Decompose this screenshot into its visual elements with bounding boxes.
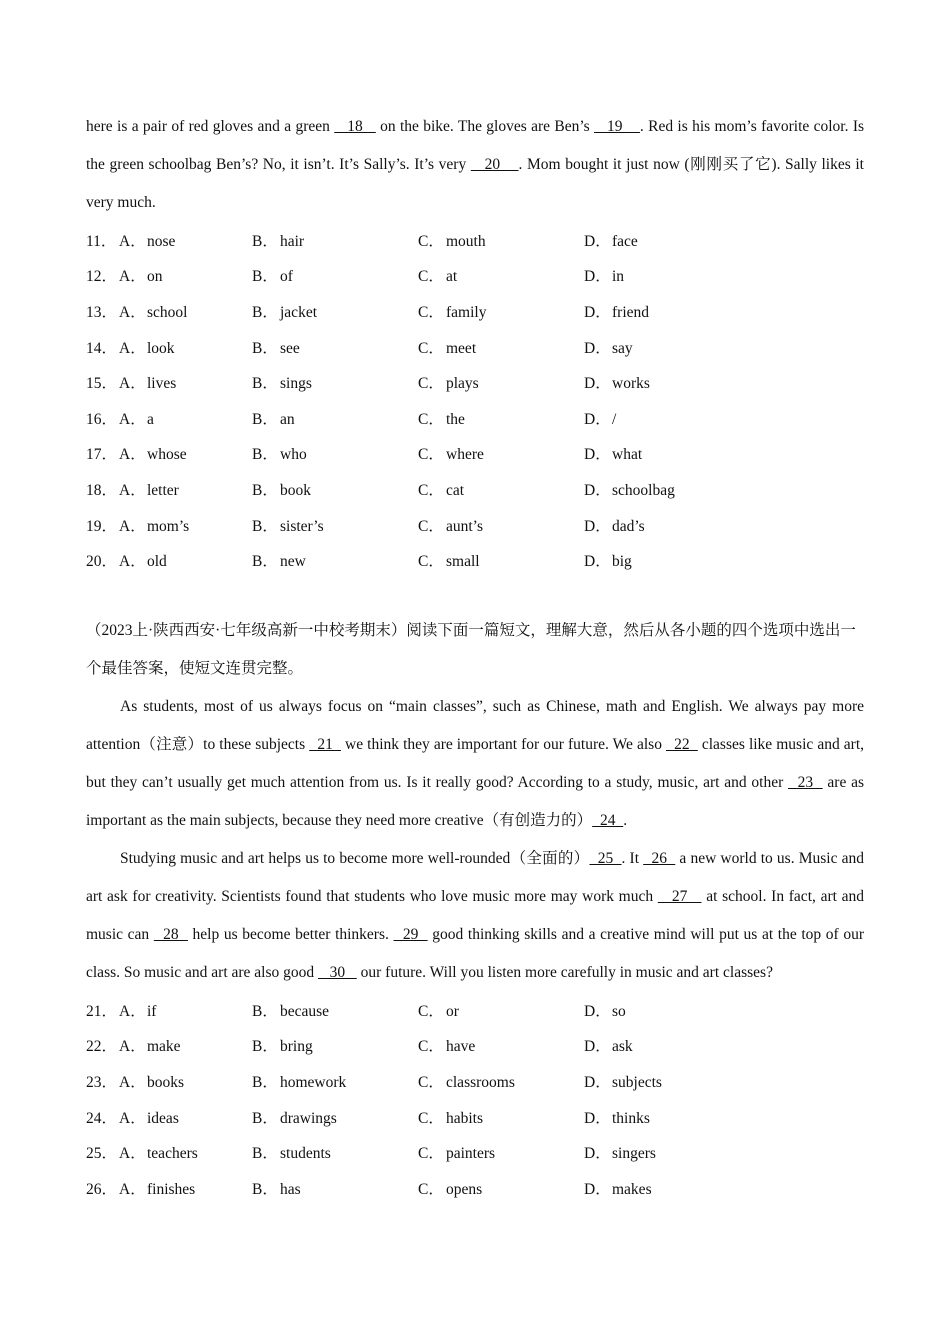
- option-text: plays: [446, 375, 479, 393]
- option-row: [86, 1134, 864, 1170]
- option-text: bring: [280, 1038, 313, 1056]
- option-letter: B．: [252, 517, 278, 535]
- passage-2-paragraph-1: [86, 688, 864, 840]
- option-letter: A．: [119, 1002, 146, 1020]
- option-letter: B．: [252, 410, 278, 428]
- option-letter: B．: [252, 375, 278, 393]
- option-text: cat: [446, 481, 465, 499]
- option-letter: A．: [119, 375, 146, 393]
- option-text: opens: [446, 1180, 483, 1198]
- option-a: [86, 999, 252, 1021]
- option-letter: A．: [119, 339, 146, 357]
- option-row: [86, 471, 864, 507]
- option-text: nose: [147, 232, 176, 250]
- option-letter: A．: [119, 268, 146, 286]
- passage-2-instructions: （2023上·陕西西安·七年级高新一中校考期末）阅读下面一篇短文，理解大意，然后从各小题的四个选项中选出一个最佳答案，使短文连贯完整。: [86, 621, 856, 677]
- option-a: [86, 1106, 252, 1128]
- option-text: classrooms: [446, 1073, 515, 1091]
- option-letter: D．: [584, 303, 611, 321]
- passage-text: a new world to us. Music and art ask for creativity. Scientists found that students who love music more may work much: [86, 849, 865, 905]
- option-text: family: [446, 303, 487, 321]
- answer-blank: 21: [309, 735, 341, 753]
- passage-text: . Red is his mom’s favorite color. Is the green schoolbag Ben’s? No, it isn’t. It’s Sally’s. It’s very: [86, 118, 865, 173]
- option-letter: D．: [584, 339, 611, 357]
- passage-text: classes like music and art, but they can’t usually get much attention from us. Is it really good? According to a study, music, art and other: [86, 735, 865, 791]
- option-letter: A．: [119, 303, 146, 321]
- option-a: [86, 514, 252, 536]
- option-row: [86, 364, 864, 400]
- option-d: [584, 264, 750, 286]
- question-number: 12．: [86, 268, 118, 286]
- option-letter: D．: [584, 481, 611, 499]
- passage-text: good thinking skills and a creative mind will put us at the top of our class. So music and art are also good: [86, 925, 865, 981]
- option-letter: B．: [252, 1180, 278, 1198]
- option-text: jacket: [280, 303, 318, 321]
- option-letter: C．: [418, 1145, 444, 1163]
- option-row: [86, 329, 864, 365]
- answer-blank: 29: [393, 925, 428, 943]
- option-letter: B．: [252, 446, 278, 464]
- option-d: [584, 1034, 750, 1056]
- option-letter: C．: [418, 481, 444, 499]
- option-row: [86, 1063, 864, 1099]
- question-number: 14．: [86, 339, 118, 357]
- option-text: who: [280, 446, 307, 464]
- option-letter: C．: [418, 1038, 444, 1056]
- option-letter: D．: [584, 1073, 611, 1091]
- option-text: sister’s: [280, 517, 324, 535]
- question-number: 20．: [86, 553, 118, 571]
- option-letter: C．: [418, 553, 444, 571]
- passage-text: our future. Will you listen more carefully in music and art classes?: [356, 963, 773, 981]
- option-text: an: [280, 410, 295, 428]
- option-letter: C．: [418, 375, 444, 393]
- option-letter: A．: [119, 1038, 146, 1056]
- option-text: subjects: [612, 1073, 662, 1091]
- question-number: 13．: [86, 303, 118, 321]
- option-letter: D．: [584, 1109, 611, 1127]
- option-text: painters: [446, 1145, 496, 1163]
- passage-text: As students, most of us always focus on “main classes”, such as Chinese, math and English. We always pay more attention（注意）to these subjects: [86, 697, 864, 753]
- option-text: ask: [612, 1038, 633, 1056]
- option-text: hair: [280, 232, 305, 250]
- option-text: face: [612, 232, 638, 250]
- option-a: [86, 478, 252, 500]
- option-letter: A．: [119, 1073, 146, 1091]
- question-number: 11．: [86, 232, 117, 250]
- option-text: whose: [147, 446, 187, 464]
- option-c: [418, 229, 584, 251]
- option-b: [252, 999, 418, 1021]
- option-b: [252, 300, 418, 322]
- option-text: because: [280, 1002, 330, 1020]
- option-b: [252, 478, 418, 500]
- option-text: if: [147, 1002, 157, 1020]
- option-letter: D．: [584, 1002, 611, 1020]
- option-text: on: [147, 268, 163, 286]
- option-letter: B．: [252, 1073, 278, 1091]
- question-number: 15．: [86, 375, 118, 393]
- option-text: habits: [446, 1109, 484, 1127]
- option-row: [86, 542, 864, 578]
- option-letter: B．: [252, 1038, 278, 1056]
- option-text: say: [612, 339, 633, 357]
- option-letter: C．: [418, 1180, 444, 1198]
- option-text: thinks: [612, 1109, 650, 1127]
- option-letter: C．: [418, 410, 444, 428]
- option-row: [86, 400, 864, 436]
- question-number: 25．: [86, 1145, 118, 1163]
- answer-blank: 24: [592, 811, 624, 829]
- option-text: /: [612, 410, 617, 428]
- option-row: [86, 1028, 864, 1064]
- option-letter: D．: [584, 517, 611, 535]
- options-list-21-26: [86, 992, 864, 1206]
- option-text: what: [612, 446, 643, 464]
- option-d: [584, 1106, 750, 1128]
- option-b: [252, 371, 418, 393]
- option-text: lives: [147, 375, 177, 393]
- option-row: [86, 258, 864, 294]
- option-row: [86, 507, 864, 543]
- option-letter: C．: [418, 1073, 444, 1091]
- option-d: [584, 1177, 750, 1199]
- option-row: [86, 1170, 864, 1206]
- option-d: [584, 999, 750, 1021]
- option-c: [418, 1177, 584, 1199]
- option-c: [418, 1106, 584, 1128]
- option-letter: C．: [418, 517, 444, 535]
- answer-blank: 23: [788, 773, 823, 791]
- option-letter: C．: [418, 339, 444, 357]
- option-b: [252, 407, 418, 429]
- option-letter: D．: [584, 268, 611, 286]
- document-page: [86, 108, 864, 1206]
- option-text: schoolbag: [612, 481, 675, 499]
- option-d: [584, 549, 750, 571]
- option-a: [86, 300, 252, 322]
- option-c: [418, 336, 584, 358]
- option-text: letter: [147, 481, 179, 499]
- option-text: has: [280, 1180, 301, 1198]
- option-text: look: [147, 339, 175, 357]
- option-letter: B．: [252, 339, 278, 357]
- option-c: [418, 549, 584, 571]
- option-text: where: [446, 446, 484, 464]
- answer-blank: 19: [594, 118, 640, 135]
- option-text: book: [280, 481, 311, 499]
- option-row: [86, 222, 864, 258]
- option-letter: D．: [584, 553, 611, 571]
- option-c: [418, 407, 584, 429]
- option-a: [86, 1034, 252, 1056]
- option-c: [418, 1034, 584, 1056]
- option-c: [418, 264, 584, 286]
- option-letter: C．: [418, 446, 444, 464]
- option-letter: C．: [418, 1109, 444, 1127]
- passage-text: at school. In fact, art and music can: [86, 887, 864, 943]
- option-text: singers: [612, 1145, 656, 1163]
- option-d: [584, 336, 750, 358]
- option-letter: A．: [119, 481, 146, 499]
- option-text: school: [147, 303, 188, 321]
- passage-text: on the bike. The gloves are Ben’s: [375, 118, 595, 135]
- option-text: make: [147, 1038, 181, 1056]
- option-text: of: [280, 268, 293, 286]
- passage-2-paragraph-2: [86, 840, 864, 992]
- option-letter: B．: [252, 1145, 278, 1163]
- question-number: 17．: [86, 446, 118, 464]
- option-letter: B．: [252, 1109, 278, 1127]
- passage-text: .: [623, 811, 628, 829]
- option-text: have: [446, 1038, 476, 1056]
- option-c: [418, 300, 584, 322]
- option-letter: B．: [252, 553, 278, 571]
- option-text: aunt’s: [446, 517, 484, 535]
- option-letter: B．: [252, 481, 278, 499]
- option-text: meet: [446, 339, 477, 357]
- option-d: [584, 1070, 750, 1092]
- option-a: [86, 407, 252, 429]
- option-row: [86, 1099, 864, 1135]
- option-text: the: [446, 410, 465, 428]
- option-c: [418, 999, 584, 1021]
- option-c: [418, 514, 584, 536]
- option-letter: A．: [119, 1145, 146, 1163]
- option-text: teachers: [147, 1145, 198, 1163]
- option-text: new: [280, 553, 306, 571]
- option-letter: A．: [119, 553, 146, 571]
- option-b: [252, 336, 418, 358]
- option-text: in: [612, 268, 625, 286]
- option-c: [418, 371, 584, 393]
- option-c: [418, 442, 584, 464]
- question-number: 19．: [86, 517, 118, 535]
- passage-text: help us become better thinkers.: [187, 925, 394, 943]
- question-number: 26．: [86, 1180, 118, 1198]
- option-text: homework: [280, 1073, 347, 1091]
- option-c: [418, 1141, 584, 1163]
- answer-blank: 26: [643, 849, 676, 867]
- option-c: [418, 1070, 584, 1092]
- option-d: [584, 371, 750, 393]
- option-b: [252, 1177, 418, 1199]
- option-d: [584, 514, 750, 536]
- option-letter: B．: [252, 232, 278, 250]
- answer-blank: 30: [318, 963, 357, 981]
- option-text: works: [612, 375, 650, 393]
- question-number: 16．: [86, 410, 118, 428]
- option-text: ideas: [147, 1109, 179, 1127]
- option-letter: B．: [252, 303, 278, 321]
- option-letter: B．: [252, 268, 278, 286]
- answer-blank: 28: [153, 925, 188, 943]
- option-a: [86, 264, 252, 286]
- option-letter: D．: [584, 375, 611, 393]
- section-gap: [86, 578, 864, 612]
- option-letter: D．: [584, 410, 611, 428]
- answer-blank: 18: [334, 118, 376, 135]
- passage-text: here is a pair of red gloves and a green: [86, 118, 335, 135]
- option-d: [584, 1141, 750, 1163]
- option-text: big: [612, 553, 632, 571]
- option-a: [86, 371, 252, 393]
- option-letter: D．: [584, 1180, 611, 1198]
- passage-text: . Mom bought it just now (刚刚买了它). Sally likes it very much.: [86, 156, 864, 211]
- question-number: 24．: [86, 1109, 118, 1127]
- passage-text: . It: [621, 849, 644, 867]
- option-text: so: [612, 1002, 626, 1020]
- option-d: [584, 229, 750, 251]
- option-row: [86, 293, 864, 329]
- answer-blank: 22: [666, 735, 698, 753]
- option-text: makes: [612, 1180, 652, 1198]
- option-letter: D．: [584, 232, 611, 250]
- option-letter: C．: [418, 232, 444, 250]
- option-text: finishes: [147, 1180, 196, 1198]
- option-text: mom’s: [147, 517, 190, 535]
- option-letter: A．: [119, 1180, 146, 1198]
- option-b: [252, 514, 418, 536]
- answer-blank: 25: [589, 849, 622, 867]
- option-letter: D．: [584, 1038, 611, 1056]
- option-a: [86, 1177, 252, 1199]
- option-text: at: [446, 268, 458, 286]
- option-a: [86, 1141, 252, 1163]
- option-letter: A．: [119, 232, 146, 250]
- option-letter: C．: [418, 1002, 444, 1020]
- option-text: old: [147, 553, 167, 571]
- option-a: [86, 442, 252, 464]
- option-letter: B．: [252, 1002, 278, 1020]
- option-d: [584, 300, 750, 322]
- option-b: [252, 1034, 418, 1056]
- option-b: [252, 264, 418, 286]
- option-b: [252, 1141, 418, 1163]
- passage-text: we think they are important for our future. We also: [340, 735, 667, 753]
- option-d: [584, 442, 750, 464]
- option-letter: A．: [119, 446, 146, 464]
- passage-text: are as important as the main subjects, because they need more creative（有创造力的）: [86, 773, 865, 829]
- option-text: or: [446, 1002, 459, 1020]
- option-text: sings: [280, 375, 312, 393]
- option-b: [252, 1070, 418, 1092]
- option-a: [86, 1070, 252, 1092]
- option-a: [86, 229, 252, 251]
- option-text: see: [280, 339, 300, 357]
- answer-blank: 20: [470, 156, 519, 173]
- answer-blank: 27: [657, 887, 702, 905]
- option-text: friend: [612, 303, 650, 321]
- option-b: [252, 442, 418, 464]
- option-a: [86, 549, 252, 571]
- option-letter: C．: [418, 268, 444, 286]
- option-letter: D．: [584, 446, 611, 464]
- option-b: [252, 549, 418, 571]
- option-row: [86, 992, 864, 1028]
- question-number: 18．: [86, 481, 118, 499]
- option-text: a: [147, 410, 154, 428]
- option-text: drawings: [280, 1109, 337, 1127]
- option-letter: D．: [584, 1145, 611, 1163]
- options-list-11-20: [86, 222, 864, 578]
- question-number: 21．: [86, 1002, 118, 1020]
- question-number: 22．: [86, 1038, 118, 1056]
- option-text: books: [147, 1073, 185, 1091]
- option-d: [584, 407, 750, 429]
- passage-text: Studying music and art helps us to become more well-rounded（全面的）: [120, 849, 590, 867]
- option-row: [86, 436, 864, 472]
- option-text: dad’s: [612, 517, 645, 535]
- option-c: [418, 478, 584, 500]
- option-text: mouth: [446, 232, 486, 250]
- option-letter: C．: [418, 303, 444, 321]
- option-letter: A．: [119, 517, 146, 535]
- passage-1-tail: [86, 108, 864, 222]
- option-text: small: [446, 553, 480, 571]
- option-text: students: [280, 1145, 331, 1163]
- option-b: [252, 229, 418, 251]
- option-d: [584, 478, 750, 500]
- option-letter: A．: [119, 410, 146, 428]
- question-number: 23．: [86, 1073, 118, 1091]
- option-a: [86, 336, 252, 358]
- option-b: [252, 1106, 418, 1128]
- option-letter: A．: [119, 1109, 146, 1127]
